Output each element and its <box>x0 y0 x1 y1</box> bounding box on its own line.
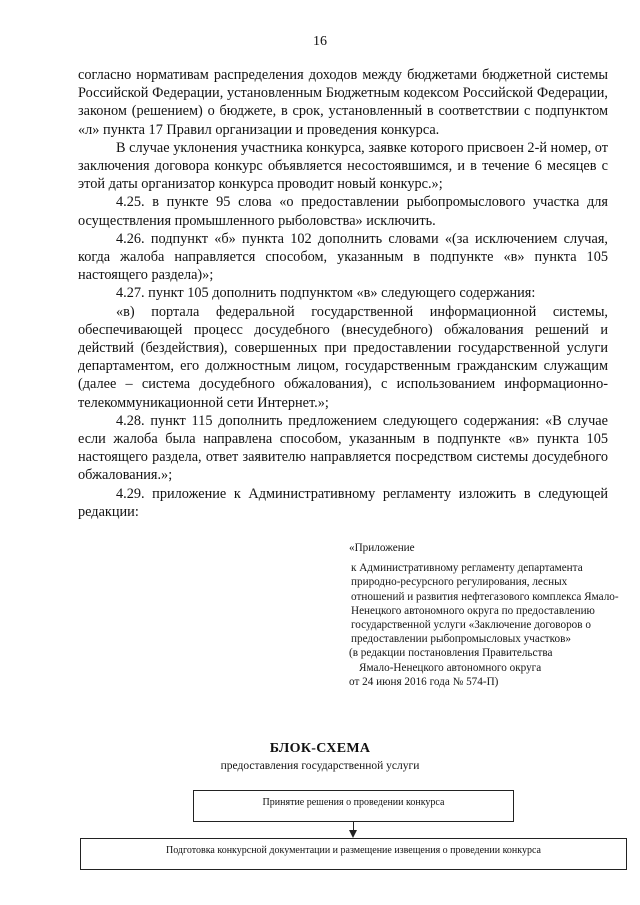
paragraph-4-25: 4.25. в пункте 95 слова «о предоставлении рыбопромыслового участка для осуществления промышленного рыболовства» исключить. <box>78 194 608 229</box>
paragraph-evasion: В случае уклонения участника конкурса, заявке которого присвоен 2-й номер, от заключения договора конкурс объявляется несостоявшимся, и в течение 6 месяцев с этой даты организатор конкурса проводит новый конкурс.»; <box>78 139 608 193</box>
paragraph-4-27: 4.27. пункт 105 дополнить подпунктом «в» следующего содержания: <box>116 285 536 302</box>
paragraph-4-28: 4.28. пункт 115 дополнить предложением следующего содержания: «В случае если жалоба была направлена способом, указанным в подпункте «в» пункта 105 настоящего раздела, ответ заявителю направляется посредством системы досудебного обжалования.»; <box>78 412 608 484</box>
paragraph-subpoint-v: «в) портала федеральной государственной информационной системы, обеспечивающей процесс досудебного (внесудебного) обжалования решений и действий (бездействия), совершенных при предоставлении государственной услуги департаментом, его должностным лицом, государственным гражданским служащим (далее – система досудебного обжалования), с использованием информационно-телекоммуникационной сети Интернет.»; <box>78 303 608 411</box>
arrow-down-icon <box>349 830 357 838</box>
appendix-body: к Административному регламенту департамента природно-ресурсного регулирования, лесных отношений и развития нефтегазового комплекса Ямало-Ненецкого автономного округа по предоставлению государственной услуги «Заключение договоров о предоставлении рыбопромысловых участков» <box>351 562 619 646</box>
appendix-edition <box>349 646 619 689</box>
flowchart-step-decision: Принятие решения о проведении конкурса <box>193 790 514 822</box>
edition-line-1: (в редакции постановления Правительства <box>349 647 553 660</box>
edition-line-2: Ямало-Ненецкого автономного округа <box>359 661 542 674</box>
appendix-note <box>349 541 619 689</box>
document-body <box>78 66 608 521</box>
flowchart-title: БЛОК-СХЕМА <box>269 741 371 756</box>
paragraph-4-29: 4.29. приложение к Административному регламенту изложить в следующей редакции: <box>78 485 608 520</box>
page-number: 16 <box>313 34 327 49</box>
appendix-heading: «Приложение <box>349 542 415 554</box>
flowchart-subtitle: предоставления государственной услуги <box>220 760 420 772</box>
flowchart-step-documentation: Подготовка конкурсной документации и размещение извещения о проведении конкурса <box>80 838 627 870</box>
paragraph-continuation: согласно нормативам распределения доходов между бюджетами бюджетной системы Российской Федерации, установленным Бюджетным кодексом Российской Федерации, законом (решением) о бюджете, в срок, установленный в соответствии с подпунктом «л» пункта 17 Правил организации и проведения конкурса. <box>78 67 608 138</box>
edition-line-3: от 24 июня 2016 года № 574-П) <box>349 675 499 688</box>
paragraph-4-26: 4.26. подпункт «б» пункта 102 дополнить словами «(за исключением случая, когда жалоба направляется способом, указанным в подпункте «в» пункта 105 настоящего раздела)»; <box>78 230 608 284</box>
